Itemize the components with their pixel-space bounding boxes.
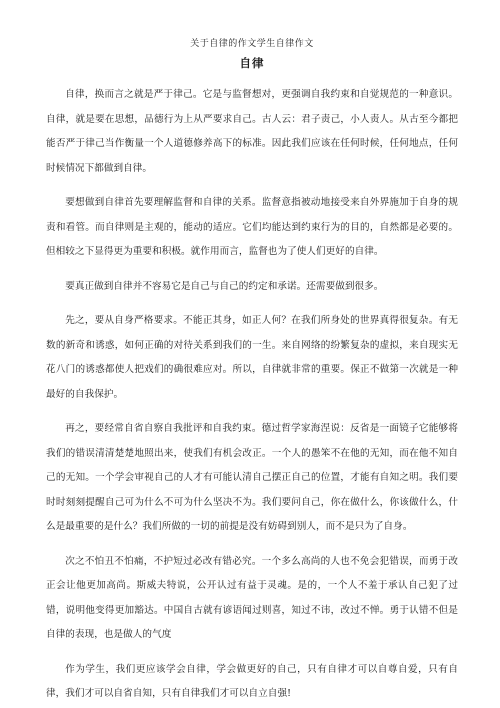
- paragraph-7: 作为学生，我们更应该学会自律，学会做更好的自己，只有自律才可以自尊自爱，只有自律，我们才可以自省自知，只有自律我们才可以自立自强!: [46, 663, 458, 699]
- paragraph-6: 次之不怕丑不怕痛，不护短过必改有错必究。一个多么高尚的人也不免会犯错误，而勇于改正会让他更加高尚。斯威夫特说，公开认过有益于灵魂。是的，一个人不羞于承认自己犯了过错，说明他变得更加豁达。中国自古就有谚语闻过则喜，知过不讳，改过不惮。勇于认错不但是自律的表现，也是做人的气度: [46, 555, 458, 640]
- document-header: 关于自律的作文学生自律作文: [190, 39, 314, 49]
- paragraph-2: 要想做到自律首先要理解监督和自律的关系。监督意指被动地接受来自外界施加于自身的规责和看管。而自律则是主观的，能动的适应。它们均能达到约束行为的目的，自然都是必要的。但相较之下显得更为重要和积极。就作用而言，监督也为了使人们更好的自律。: [46, 197, 458, 257]
- paragraph-1: 自律，换而言之就是严于律己。它是与监督想对，更强调自我约束和自觉规范的一种意识。自律，就是要在思想，品德行为上从严要求自己。古人云：君子责己，小人责人。从古至今都把能否严于律己当作衡量一个人道德修养高下的标准。因此我们应该在任何时候，任何地点，任何时候情况下都做到自律。: [46, 89, 458, 174]
- paragraph-4: 先之，要从自身严格要求。不能正其身，如正人何？在我们所身处的世界真得很复杂。有无数的新奇和诱惑，如何正确的对待关系到我们的一生。来自网络的纷繁复杂的虚拟，来自现实无花八门的诱惑都使人把戏们的确很难应对。所以，自律就非常的重要。保正不做第一次就是一种最好的自我保护。: [46, 315, 458, 400]
- paragraph-3: 要真正做到自律并不容易它是自己与自己的约定和承诺。还需要做到很多。: [65, 280, 384, 292]
- paragraph-5: 再之，要经常自省自察自我批评和自我约束。德过哲学家海涅说：反省是一面镜子它能够将我们的错误清清楚楚地照出来，使我们有机会改正。一个人的愚笨不在他的无知，而在他不知自己的无知。一个学会审视自己的人才有可能认清自己摆正自己的位置，才能有自知之明。我们要时时刻刻提醒自己可为什么不可为什么坚决不为。我们要问自己，你在做什么，你该做什么，什么是最重要的是什么？我们所做的一切的前提是没有妨碍到别人，而不是只为了自身。: [46, 423, 458, 532]
- document-title: 自律: [239, 56, 265, 70]
- document-body: [46, 83, 458, 707]
